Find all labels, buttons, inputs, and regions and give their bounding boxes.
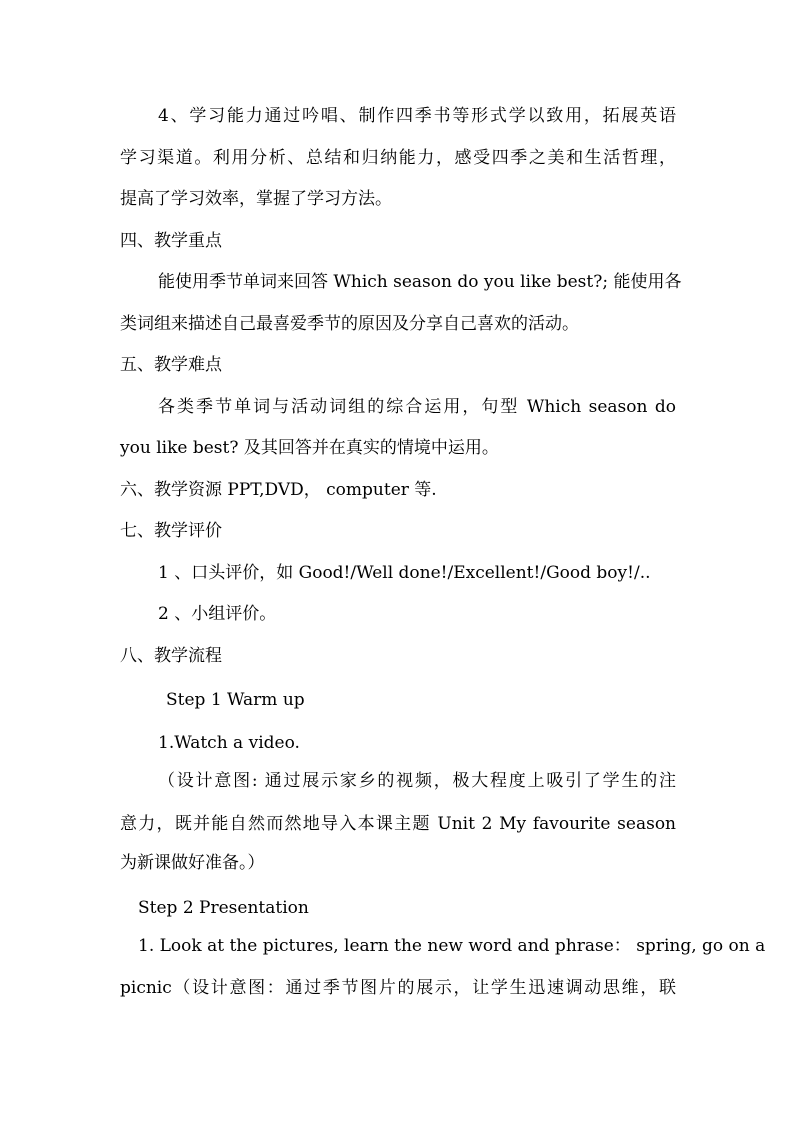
section-heading-7: 七、教学评价: [120, 521, 222, 541]
text-line-2: 学习渠道。利用分析、总结和归纳能力，感受四季之美和生活哲理，: [120, 148, 676, 168]
text-line-5: 能使用季节单词来回答 Which season do you like best?; 能使用各: [158, 272, 682, 292]
text-line-17: （设计意图: 通过展示家乡的视频，极大程度上吸引了学生的注: [158, 771, 676, 791]
section-heading-6: 六、教学资源 PPT,DVD， computer 等.: [120, 480, 437, 500]
section-heading-5: 五、教学难点: [120, 355, 222, 375]
text-line-8: 各类季节单词与活动词组的综合运用，句型 Which season do: [158, 397, 676, 417]
section-heading-8: 八、教学流程: [120, 646, 222, 666]
text-line-9: you like best? 及其回答并在真实的情境中运用。: [120, 438, 499, 458]
text-line-19: 为新课做好准备。）: [120, 853, 265, 873]
text-line-3: 提高了学习效率，掌握了学习方法。: [120, 189, 392, 209]
step-2-heading: Step 2 Presentation: [138, 898, 309, 918]
text-line-13: 2 、小组评价。: [158, 604, 277, 624]
text-line-16: 1.Watch a video.: [158, 733, 300, 753]
text-line-21: 1. Look at the pictures, learn the new word and phrase： spring, go on a: [138, 936, 766, 956]
step-1-heading: Step 1 Warm up: [166, 690, 305, 710]
text-line-18: 意力，既并能自然而然地导入本课主题 Unit 2 My favourite season: [120, 814, 676, 834]
text-line-6: 类词组来描述自己最喜爱季节的原因及分享自己喜欢的活动。: [120, 314, 579, 334]
text-line-22: picnic（设计意图：通过季节图片的展示，让学生迅速调动思维，联: [120, 978, 676, 998]
text-line-1: 4、学习能力通过吟唱、制作四季书等形式学以致用，拓展英语: [158, 106, 676, 126]
section-heading-4: 四、教学重点: [120, 231, 222, 251]
text-line-12: 1 、口头评价，如 Good!/Well done!/Excellent!/Good boy!/..: [158, 563, 651, 583]
